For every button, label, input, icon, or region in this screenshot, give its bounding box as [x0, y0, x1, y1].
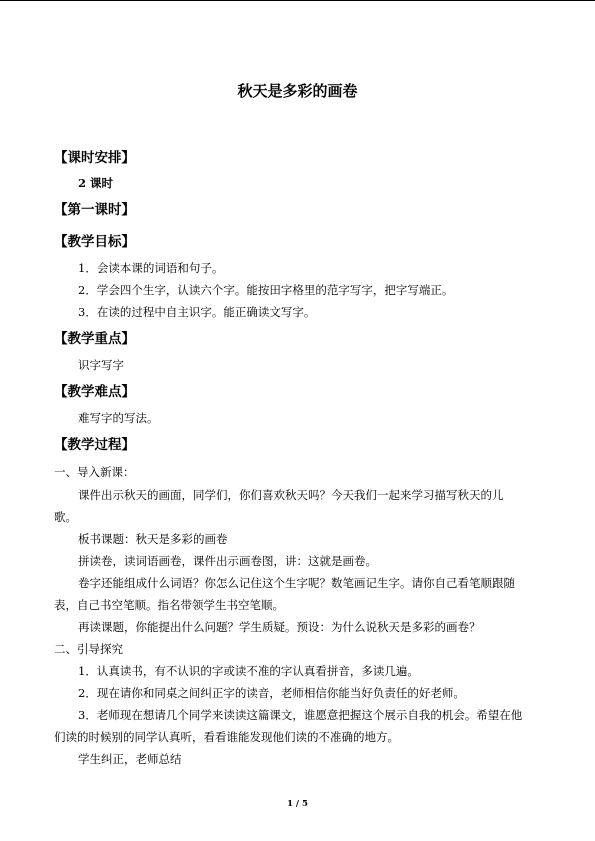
process-line-12: 3．老师现在想请几个同学来读读这篇课文，谁愿意把握这个展示自我的机会。希望在他: [78, 708, 523, 722]
page-number: 1 / 5: [287, 799, 308, 809]
goal-item-3: 3．在读的过程中自主识字。能正确读文写字。: [78, 305, 316, 319]
process-line-9: 二、引导探究: [54, 642, 123, 656]
process-line-3: 歌。: [54, 510, 77, 524]
period-count: 2 课时: [78, 176, 114, 190]
process-line-7: 表，自己书空笔顺。指名带领学生书空笔顺。: [54, 598, 284, 612]
key-point-text: 识字写字: [78, 358, 124, 372]
top-border-line: [0, 0, 595, 1]
heading-schedule: 【课时安排】: [54, 150, 135, 166]
process-line-1: 一、导入新课：: [54, 465, 135, 479]
goal-item-2: 2．学会四个生字，认读六个字。能按田字格里的范字写字，把字写端正。: [78, 283, 454, 297]
process-line-10: 1．认真读书，有不认识的字或读不准的字认真看拼音，多读几遍。: [78, 664, 419, 678]
process-line-6: 卷字还能组成什么词语？你怎么记住这个生字呢？数笔画记生字。请你自己看笔顺跟随: [78, 576, 515, 590]
process-line-13: 们读的时候别的同学认真听，看看谁能发现他们读的不准确的地方。: [54, 730, 399, 744]
goal-item-1: 1．会读本课的词语和句子。: [78, 261, 224, 275]
process-line-14: 学生纠正，老师总结: [78, 752, 182, 766]
heading-goals: 【教学目标】: [54, 234, 135, 250]
process-line-5: 拼读卷，读词语画卷，课件出示画卷图，讲：这就是画卷。: [78, 554, 377, 568]
difficulty-text: 难写字的写法。: [78, 411, 159, 425]
process-line-8: 再读课题，你能提出什么问题？学生质疑。预设：为什么说秋天是多彩的画卷？: [78, 620, 481, 634]
heading-first-lesson: 【第一课时】: [54, 202, 135, 218]
page-title: 秋天是多彩的画卷: [237, 82, 358, 100]
heading-difficulties: 【教学难点】: [54, 384, 135, 400]
process-line-11: 2．现在请你和同桌之间纠正字的读音，老师相信你能当好负责任的好老师。: [78, 686, 465, 700]
heading-key-points: 【教学重点】: [54, 331, 135, 347]
heading-process: 【教学过程】: [54, 437, 135, 453]
process-line-2: 课件出示秋天的画面，同学们，你们喜欢秋天吗？今天我们一起来学习描写秋天的儿: [78, 488, 504, 502]
process-line-4: 板书课题：秋天是多彩的画卷: [78, 532, 228, 546]
